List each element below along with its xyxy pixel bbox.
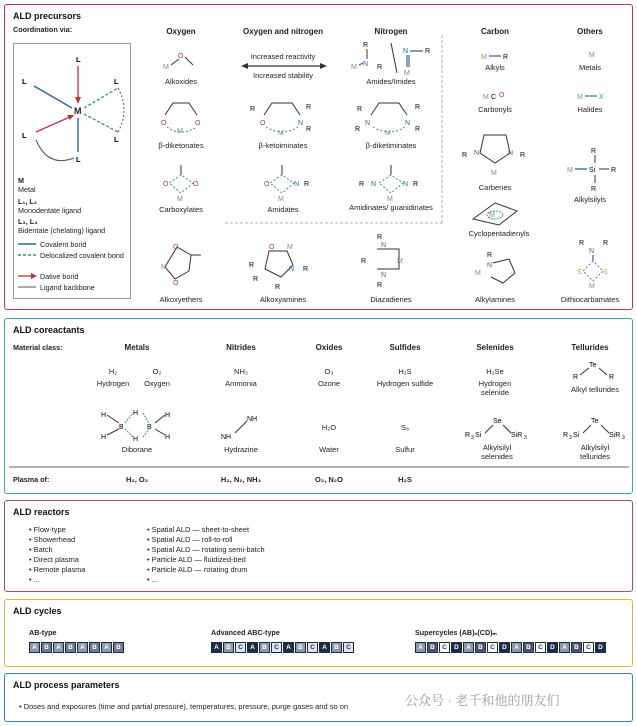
cycle-step: C xyxy=(583,642,594,653)
svg-text:M: M xyxy=(351,64,357,71)
key-delocalized: Delocalized covalent bond xyxy=(40,251,124,260)
svg-text:R: R xyxy=(306,126,312,133)
reactor-item: • Remote plasma xyxy=(29,565,85,575)
key-bidentate: Bidentate (chelating) ligand xyxy=(18,226,106,235)
svg-text:R: R xyxy=(462,152,468,159)
coreactant-formula-o3: O₃ xyxy=(324,367,334,376)
svg-text:H: H xyxy=(133,410,139,417)
svg-text:N: N xyxy=(289,266,295,273)
ligand-key xyxy=(13,43,131,299)
cycle-ab-sequence xyxy=(29,642,124,653)
svg-text:M: M xyxy=(589,52,595,59)
cycle-step: A xyxy=(415,642,426,653)
svg-text:B: B xyxy=(147,424,152,431)
coreactant-formula-o2: O₂ xyxy=(152,367,162,376)
coreactants-panel xyxy=(4,318,633,494)
key-dative: Dative bond xyxy=(40,272,79,281)
svg-text:R: R xyxy=(415,126,421,133)
label-carboxylates: Carboxylates xyxy=(159,205,203,214)
svg-text:R: R xyxy=(563,432,569,439)
cycle-step: B xyxy=(223,642,234,653)
cycle-step: B xyxy=(331,642,342,653)
svg-text:R: R xyxy=(359,181,365,188)
svg-text:S: S xyxy=(577,269,582,276)
svg-text:R: R xyxy=(413,181,419,188)
svg-text:N: N xyxy=(589,248,595,255)
svg-text:Te: Te xyxy=(589,362,597,369)
key-metal: Metal xyxy=(18,185,36,194)
label-ketoiminates: β-ketoiminates xyxy=(258,141,308,150)
label-carbonyls: Carbonyls xyxy=(478,105,512,114)
svg-text:N: N xyxy=(405,120,411,127)
cycle-step: B xyxy=(89,642,100,653)
cycle-step: C xyxy=(235,642,246,653)
svg-text:R: R xyxy=(611,167,617,174)
cycle-step: D xyxy=(499,642,510,653)
coreactant-formula-nh3: NH₃ xyxy=(234,367,248,376)
label-alkoxyethers: Alkoxyethers xyxy=(159,295,203,304)
process-title: ALD process parameters xyxy=(13,680,120,690)
svg-text:O: O xyxy=(161,120,167,127)
svg-text:3: 3 xyxy=(569,435,572,441)
svg-text:N: N xyxy=(363,61,369,68)
svg-text:M: M xyxy=(489,212,495,219)
alkoxyether-structure xyxy=(151,241,211,289)
cycle-step: A xyxy=(511,642,522,653)
svg-text:M: M xyxy=(475,270,481,277)
reactor-item: • Flow-type xyxy=(29,525,85,535)
reactivity-label: Increased reactivity xyxy=(250,52,316,61)
svg-text:M: M xyxy=(287,244,293,251)
dithiocarbamate-structure xyxy=(565,237,625,289)
coreactant-hydrogen-sulfide: Hydrogen sulfide xyxy=(376,379,434,388)
label-alkyls: Alkyls xyxy=(485,63,505,72)
key-covalent: Covalent bond xyxy=(40,240,87,249)
svg-text:H: H xyxy=(101,412,107,419)
svg-text:M: M xyxy=(481,54,487,61)
plasma-label: Plasma of: xyxy=(13,475,50,484)
svg-text:R: R xyxy=(579,240,585,247)
cycle-step: D xyxy=(595,642,606,653)
svg-text:X: X xyxy=(599,94,604,101)
reactor-item: • Particle ALD — fluidized-bed xyxy=(147,555,265,565)
reactor-item: • Spatial ALD — rotating semi-batch xyxy=(147,545,265,555)
svg-text:O: O xyxy=(269,244,275,251)
carboxylate-structure xyxy=(151,163,211,203)
column-sulfides: Sulfides xyxy=(389,343,421,352)
cycle-step: A xyxy=(283,642,294,653)
column-metals: Metals xyxy=(124,343,150,352)
svg-text:C: C xyxy=(491,94,497,101)
cycle-step: C xyxy=(439,642,450,653)
diazadiene-structure xyxy=(353,235,429,287)
svg-text:H: H xyxy=(165,434,171,441)
svg-text:L: L xyxy=(114,77,119,86)
key-l34: L₃, L₄ xyxy=(18,217,38,226)
cycle-step: A xyxy=(247,642,258,653)
coreactant-alkylsilyl-selenides: Alkylsilyl selenides xyxy=(481,443,513,461)
svg-text:Si: Si xyxy=(475,432,482,439)
svg-text:N: N xyxy=(371,181,377,188)
svg-text:R: R xyxy=(591,186,597,193)
svg-text:O: O xyxy=(264,181,270,188)
plasma-nitrides: H₂, N₂, NH₃ xyxy=(220,475,262,484)
cycle-step: A xyxy=(211,642,222,653)
carbene-structure xyxy=(460,125,530,177)
svg-text:R: R xyxy=(520,152,526,159)
label-metals: Metals xyxy=(578,63,602,72)
coreactant-hydrogen: Hydrogen xyxy=(96,379,130,388)
svg-text:R: R xyxy=(415,104,421,111)
svg-text:M: M xyxy=(387,196,393,203)
coordination-diagram xyxy=(14,44,132,174)
svg-text:H: H xyxy=(101,434,107,441)
svg-text:N: N xyxy=(403,48,409,55)
key-l12: L₁, L₂ xyxy=(18,197,37,206)
label-alkoxides: Alkoxides xyxy=(164,77,198,86)
coreactant-diborane: Diborane xyxy=(121,445,153,454)
reactor-item: • ... xyxy=(147,575,265,585)
svg-text:S: S xyxy=(603,269,608,276)
coreactant-ammonia: Ammonia xyxy=(225,379,257,388)
svg-text:O: O xyxy=(260,120,266,127)
coreactant-hydrazine: Hydrazine xyxy=(224,445,258,454)
cycle-step: B xyxy=(571,642,582,653)
coreactant-formula-h2se: H₂Se xyxy=(486,367,504,376)
reactor-item: • Spatial ALD — sheet-to-sheet xyxy=(147,525,265,535)
svg-text:L: L xyxy=(114,135,119,144)
svg-text:R: R xyxy=(361,258,367,265)
diketiminate-structure xyxy=(353,93,429,137)
svg-text:O: O xyxy=(173,244,179,251)
label-halides: Halides xyxy=(577,105,603,114)
label-cyclopentadienyls: Cyclopentadienyls xyxy=(468,229,530,238)
svg-text:O: O xyxy=(178,53,184,60)
svg-text:N: N xyxy=(487,262,493,269)
svg-text:N: N xyxy=(298,120,304,127)
svg-text:O: O xyxy=(195,120,201,127)
cycle-abc-label: Advanced ABC-type xyxy=(211,628,280,637)
coreactant-ozone: Ozone xyxy=(317,379,341,388)
svg-text:R: R xyxy=(303,266,309,273)
alkyl-structure xyxy=(473,45,523,65)
cycle-step: B xyxy=(41,642,52,653)
cycle-step: A xyxy=(319,642,330,653)
reactor-item: • Particle ALD — rotating drum xyxy=(147,565,265,575)
plasma-metals: H₂, O₂ xyxy=(125,475,149,484)
svg-text:L: L xyxy=(22,77,27,86)
svg-text:H: H xyxy=(133,436,139,443)
svg-text:Si: Si xyxy=(589,167,596,174)
cycle-step: B xyxy=(65,642,76,653)
svg-text:SiR: SiR xyxy=(511,432,523,439)
svg-text:R: R xyxy=(573,374,579,381)
key-monodentate: Monodentate ligand xyxy=(18,206,82,215)
label-alkoxyamines: Alkoxyamines xyxy=(259,295,307,304)
svg-text:M: M xyxy=(177,196,183,203)
svg-text:N: N xyxy=(365,120,371,127)
svg-text:N: N xyxy=(508,150,514,157)
svg-text:R: R xyxy=(591,148,597,155)
alkoxide-structure xyxy=(151,45,211,75)
cycle-abc-sequence xyxy=(211,642,354,653)
plasma-sulfides: H₂S xyxy=(398,475,412,484)
svg-text:M: M xyxy=(567,167,573,174)
coreactant-alkyl-tellurides: Alkyl tellurides xyxy=(571,385,619,394)
alkylsilyl-structure xyxy=(565,145,625,195)
svg-text:M: M xyxy=(589,283,595,290)
column-oxygen-nitrogen: Oxygen and nitrogen xyxy=(242,27,323,36)
svg-text:N: N xyxy=(381,272,387,279)
coreactant-hydrogen-selenide: Hydrogen selenide xyxy=(478,379,512,397)
cycle-step: A xyxy=(463,642,474,653)
cycle-step: B xyxy=(295,642,306,653)
alkylsilyl-selenide-structure xyxy=(463,415,533,441)
svg-text:M: M xyxy=(404,70,410,77)
svg-text:M: M xyxy=(397,258,403,265)
coreactant-formula-h2s: H₂S xyxy=(398,367,412,376)
column-nitrides: Nitrides xyxy=(226,343,256,352)
cycle-step: A xyxy=(559,642,570,653)
label-amidinates: Amidinates/ guanidinates xyxy=(349,203,433,212)
svg-text:O: O xyxy=(499,92,505,99)
svg-text:M: M xyxy=(491,170,497,177)
svg-text:R: R xyxy=(425,48,431,55)
coreactant-sulfur: Sulfur xyxy=(395,445,415,454)
amidinate-structure xyxy=(353,163,429,203)
column-carbon: Carbon xyxy=(481,27,509,36)
label-amides: Amides/Imides xyxy=(366,77,416,86)
column-oxides: Oxides xyxy=(315,343,343,352)
coreactant-formula-h2o: H₂O xyxy=(321,423,337,432)
svg-text:Se: Se xyxy=(493,418,502,425)
svg-text:3: 3 xyxy=(622,435,625,441)
svg-text:R: R xyxy=(304,181,310,188)
alkylsilyl-telluride-structure xyxy=(561,415,631,441)
svg-text:NH: NH xyxy=(221,434,232,441)
label-dithiocarbamates: Dithiocarbamates xyxy=(560,295,620,304)
svg-text:R: R xyxy=(487,252,493,259)
svg-text:M: M xyxy=(483,94,489,101)
svg-text:R: R xyxy=(377,234,383,241)
coordination-label: Coordination via: xyxy=(13,25,73,34)
cycle-step: B xyxy=(113,642,124,653)
svg-text:R: R xyxy=(249,262,255,269)
process-parameters-text: • Doses and exposures (time and partial pressure), temperatures, pressure, purge gases and so on xyxy=(19,702,349,711)
cycle-step: C xyxy=(307,642,318,653)
diborane-structure xyxy=(97,409,177,443)
column-selenides: Selenides xyxy=(476,343,514,352)
svg-text:B: B xyxy=(119,424,124,431)
svg-text:R: R xyxy=(253,276,259,283)
cycles-title: ALD cycles xyxy=(13,606,62,616)
cycle-step: A xyxy=(77,642,88,653)
cyclopentadienyl-structure xyxy=(465,197,525,229)
alkylamine-structure xyxy=(463,249,533,289)
process-text: Doses and exposures (time and partial pressure), temperatures, pressure, purge gases and so on xyxy=(23,702,349,711)
svg-text:M: M xyxy=(278,130,284,137)
cycle-step: B xyxy=(475,642,486,653)
svg-text:SiR: SiR xyxy=(609,432,621,439)
label-diazadienes: Diazadienes xyxy=(370,295,412,304)
svg-text:M: M xyxy=(577,94,583,101)
cycle-super-label: Supercycles (AB)ₙ(CD)ₘ xyxy=(415,628,498,637)
svg-text:L: L xyxy=(22,131,27,140)
svg-text:R: R xyxy=(503,54,509,61)
cycle-step: C xyxy=(343,642,354,653)
cycle-step: D xyxy=(547,642,558,653)
coreactant-oxygen: Oxygen xyxy=(144,379,170,388)
svg-text:N: N xyxy=(381,242,387,249)
cycle-step: B xyxy=(523,642,534,653)
svg-text:R: R xyxy=(357,106,363,113)
svg-text:L: L xyxy=(76,55,81,64)
metal-structure xyxy=(583,45,613,61)
cycle-step: A xyxy=(101,642,112,653)
svg-text:3: 3 xyxy=(471,435,474,441)
label-alkylamines: Alkylamines xyxy=(474,295,515,304)
carbonyl-structure xyxy=(473,85,523,105)
svg-text:R: R xyxy=(465,432,471,439)
svg-text:NH: NH xyxy=(247,416,258,423)
column-nitrogen: Nitrogen xyxy=(374,27,408,36)
svg-text:R: R xyxy=(275,284,281,291)
svg-text:R: R xyxy=(306,104,312,111)
coreactant-formula-h2: H₂ xyxy=(108,367,118,376)
svg-text:R: R xyxy=(355,126,361,133)
svg-text:N: N xyxy=(474,150,480,157)
svg-text:O: O xyxy=(193,181,199,188)
cycle-super-sequence xyxy=(415,642,606,653)
column-tellurides: Tellurides xyxy=(571,343,609,352)
cycle-step: B xyxy=(427,642,438,653)
precursors-panel xyxy=(4,4,633,310)
svg-text:H: H xyxy=(165,412,171,419)
reactor-item: • Direct plasma xyxy=(29,555,85,565)
alkyl-telluride-structure xyxy=(565,359,625,381)
svg-text:N: N xyxy=(294,181,300,188)
key-m: M xyxy=(18,176,24,185)
amidate-structure xyxy=(248,163,318,203)
reactor-item: • Spatial ALD — roll-to-roll xyxy=(147,535,265,545)
svg-text:L: L xyxy=(76,155,81,164)
cycle-step: A xyxy=(53,642,64,653)
label-carbenes: Carbenes xyxy=(478,183,512,192)
coreactants-title: ALD coreactants xyxy=(13,325,85,335)
stability-label: Increased stability xyxy=(252,71,314,80)
alkoxyamine-structure xyxy=(243,241,323,291)
svg-text:M: M xyxy=(163,64,169,71)
label-alkylsilyls: Alkylsilyls xyxy=(573,195,607,204)
reactor-list-basic xyxy=(29,525,85,585)
label-diketonates: β-diketonates xyxy=(158,141,204,150)
ketoiminate-structure xyxy=(248,93,318,137)
svg-text:Si: Si xyxy=(573,432,580,439)
hydrazine-structure xyxy=(217,413,277,443)
material-class-label: Material class: xyxy=(13,343,63,352)
column-others: Others xyxy=(577,27,603,36)
reactor-item: • ... xyxy=(29,575,85,585)
svg-text:R: R xyxy=(250,106,256,113)
cycle-step: D xyxy=(451,642,462,653)
svg-text:M: M xyxy=(385,130,391,137)
plasma-divider xyxy=(9,465,629,469)
svg-text:R: R xyxy=(363,42,369,49)
svg-text:M: M xyxy=(161,264,167,271)
coreactant-formula-s8: S₈ xyxy=(400,423,410,432)
svg-text:N: N xyxy=(403,181,409,188)
reactor-list-advanced xyxy=(147,525,265,585)
reactors-panel xyxy=(4,500,633,592)
coreactant-water: Water xyxy=(319,445,339,454)
label-diketiminates: β-diketiminates xyxy=(365,141,417,150)
cycle-step: C xyxy=(271,642,282,653)
svg-text:O: O xyxy=(163,181,169,188)
halide-structure xyxy=(571,87,621,105)
plasma-oxides: O₂, N₂O xyxy=(315,475,343,484)
svg-text:M: M xyxy=(74,106,82,116)
reactors-title: ALD reactors xyxy=(13,507,70,517)
cycles-panel xyxy=(4,599,633,667)
svg-text:3: 3 xyxy=(524,435,527,441)
coreactant-alkylsilyl-tellurides: Alkylsilyl tellurides xyxy=(579,443,610,461)
precursors-title: ALD precursors xyxy=(13,11,82,21)
reactor-item: • Showerhead xyxy=(29,535,85,545)
svg-text:Te: Te xyxy=(591,418,599,425)
svg-text:R: R xyxy=(609,374,615,381)
cycle-step: C xyxy=(487,642,498,653)
column-oxygen: Oxygen xyxy=(166,27,196,36)
reactor-item: • Batch xyxy=(29,545,85,555)
cycle-step: B xyxy=(259,642,270,653)
watermark: 公众号 · 老千和他的朋友们 xyxy=(405,693,560,708)
label-amidates: Amidates xyxy=(267,205,299,214)
svg-text:M: M xyxy=(177,128,183,135)
key-backbone: Ligand backbone xyxy=(40,283,95,292)
svg-text:O: O xyxy=(173,280,179,287)
cycle-ab-label: AB-type xyxy=(29,628,57,637)
diketonate-structure xyxy=(151,93,211,135)
svg-text:R: R xyxy=(603,240,609,247)
cycle-step: C xyxy=(535,642,546,653)
svg-text:R: R xyxy=(377,64,383,71)
svg-text:R: R xyxy=(377,282,383,289)
cycle-step: A xyxy=(29,642,40,653)
svg-text:M: M xyxy=(278,196,284,203)
